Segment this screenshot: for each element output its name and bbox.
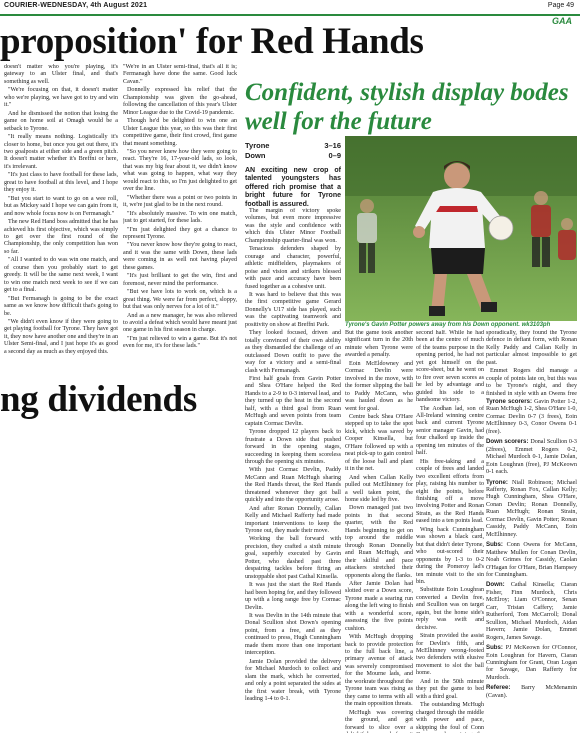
publication-dateline: COURIER-WEDNESDAY, 4th August 2021 — [4, 2, 148, 9]
paragraph: Tyrone dropped 12 players back to frustrate a Down side that pushed forward in the opening stages, succeeding in keeping them scoreless through the opening six minutes. — [245, 429, 341, 465]
paragraph: And when Callan Kelly pulled out McElhinney for a well taken point, the home side led by five. — [345, 474, 413, 503]
paragraph: Wing back Cunningham was shown a black card, but that didn't deter Tyrone, who out-scored their opponents by 1-3 to 0-2 during the Pomeroy lad's ten minute visit to the sin bin. — [416, 526, 484, 585]
headline-middle: ng dividends — [0, 379, 197, 420]
paragraph: "It's absolutely massive. To win one match, just to get started, for these lads. — [123, 210, 237, 225]
paragraph: doesn't matter who you're playing, it's gateway to an Ulster final, and that's something as well. — [4, 64, 118, 85]
paragraph: It was Devlin in the 14th minute that Donal Scullion shot Down's opening point, from a free, and as they continued to press, Hugh Cunningham made them more than one important interception. — [245, 613, 341, 657]
line-up-text: Niall Robinson; Michael Rafferty, Ronan Fox, Callan Kelly; Hugh Cunningham, Shea O'Hare, Conan Devlin; Ronan Donnelly, Ruan McHugh; Ronan Strain, Cormac Devlin, Gavin Potter; Ronan Cassidy, Paddy McCann, Eoin McElhinney. — [486, 479, 577, 538]
paragraph: "We're in an Ulster semi-final, that's all it is; Fermanagh have done the same. Good luck Cavan." — [123, 64, 237, 85]
section-label: GAA — [552, 16, 572, 26]
team2-name: Down — [245, 151, 266, 160]
paragraph: With McHugh dropping back to provide protection to the full back line, a primary avenue of attack was severely compromised for the Mourne lads, and the workrate throughout the Tyrone team was rising as they came to terms with all the main opposition threats. — [345, 634, 413, 708]
paragraph: After Jamie Dolan had slotted over a Down score, Tyrone made a searing run along the left wing to finish with a wonderful score, assessing the five points cushion. — [345, 580, 413, 632]
line-up-text: Gavin Potter 1-2, Ruan McHugh 1-2, Shea O'Hare 1-0, Cormac Devlin 0-7 (3 frees), Eoin McElhinney 0-3, Conor Owens 0-1 (free). — [486, 399, 577, 435]
team1-name: Tyrone — [245, 141, 270, 150]
story-headline: Confident, stylish display bodes well for the future — [245, 79, 569, 135]
line-up-entry — [486, 541, 577, 579]
paragraph: Though he'd be delighted to win one an Ulster League this year, so this was their first competitive game, their first crowd, first game that meant something. — [123, 118, 237, 147]
line-up-entry — [486, 581, 577, 642]
line-up-label: Tyrone: — [486, 478, 512, 486]
paragraph: Tenacious defenders shaped by courage and character, powerful, athletic midfielders, playmakers of poise and vision and strikers blessed with pace and accuracy have been fused together as a cohesive unit. — [245, 246, 341, 290]
paragraph: "It really means nothing. Logistically it's closer to home, but once you get out there, it's two goalposts at either side and a green pitch. It doesn't matter whether it's Breffni or here, it's irrelevant. — [4, 134, 118, 170]
paragraph: Strain provided the assist for Devlin's fifth, and McElhinney wrong-footed two defenders with elusive movement to slot the ball home. — [416, 633, 484, 677]
article-column-1 — [4, 64, 118, 375]
paragraph: First half goals from Gavin Potter and Shea O'Hare helped the Red Hands to a 2-9 to 0-3 interval lead, and they turned up the heat in the second half, with a third goal from Ruan McHugh and seven points from team captain Cormac Devlin. — [245, 375, 341, 427]
team-line-ups — [486, 398, 577, 702]
paragraph: His free-taking and a couple of frees and landed two excellent efforts from play, raising his number to eight the points, before finishing off a move involving Potter and Ronan Strain, as the Red Hands eased into a ten points lead. — [416, 458, 484, 525]
article-column-1-lower — [4, 425, 118, 733]
paragraph: It was just the start the Red Hands had been hoping for, and they followed up with a long range free by Cormac Devlin. — [245, 582, 341, 611]
paragraph: The outstanding McHugh charged through the middle with power and pace, skipping the foul of Conn — [416, 702, 484, 731]
paragraph: "All I wanted to do was win one match, and of course then you probably start to get greedy. It will be the same next week, I want to win one match next week to see if we can get to a final. — [4, 257, 118, 294]
scoreline — [245, 141, 341, 161]
article-column-2-lower — [123, 425, 237, 733]
paragraph: The new Red Hand boss admitted that he has achieved his first objective, which was simply to get over the first round of the Championship, the only competition has won so far. — [4, 219, 118, 255]
paragraph: It was hard to believe that this was the first competitive game Gerard Donnelly's U17 side has played, such was the captivating teamwork and positivity on show at Breffni Park. — [245, 291, 341, 328]
team1-score: 3–16 — [324, 141, 341, 150]
paragraph: And after Ronan Donnelly, Callan Kelly and Michael Rafferty had made important interventions to keep the Tyrone out, they made their move. — [245, 505, 341, 535]
article-column-6 — [486, 330, 577, 398]
line-up-text: Donal Scullion 0-3 (2frees), Emmet Rogers 0-2, Michael Murdoch 0-1, Jamie Dolan, Eoin Loughran (free), PJ McKeown 0-1 each. — [486, 439, 577, 476]
paragraph: Working the ball forward with precision, they crafted a sixth minute goal, superbly executed by Gavin Potter, who dashed past three despairing tackles before firing an unstoppable shot past Cathal Kinsella. — [245, 536, 341, 580]
line-up-label: Tyrone scorers: — [486, 398, 535, 405]
paragraph: Eoin McEldowney and Cormac Devlin were involved in the move, with the former slipping the ball to Paddy McCann, who was hauled down as he went for goal. — [345, 360, 413, 412]
line-up-entry — [486, 479, 577, 540]
paragraph: Down managed just two points in that second quarter, with the Red Hands beginning to get on top around the middle through Ronan Donnelly and Ruan McHugh, and their skilful and pace attackers stretched their opponents along the flanks. — [345, 505, 413, 579]
line-up-entry — [486, 644, 577, 682]
page-number: Page 49 — [547, 2, 574, 9]
line-up-text: Barry McMenamin (Cavan). — [486, 685, 577, 699]
paragraph: "It's just class to have football for these lads, great to have football at this level, and I hope they enjoy it. — [4, 172, 118, 194]
story-intro: AN exciting new crop of talented youngsters has offered rich promise that a bright future for Tyrone football is assured. — [245, 167, 341, 208]
line-up-label: Subs: — [486, 644, 506, 652]
paragraph: And he dismissed the notion that losing the game on home soil at Omagh would be a setback to Tyrone. — [4, 110, 118, 132]
paragraph: They looked focused, driven and totally convinced of their own ability as they dismantled the challenge of an outclassed Down outfit to pave the way for a victory and a semi-final clash with Fermanagh. — [245, 330, 341, 374]
paragraph: "But Fermanagh is going to be the exact same as we know how difficult that's going to be. — [4, 295, 118, 317]
photo-caption: Tyrone's Gavin Potter powers away from his Down opponent. wk3103ph — [345, 322, 551, 328]
paragraph: "We didn't even know if they were going to get playing football for Tyrone. They have got it, they now have another one and they're in an Ulster Semi-final, and I just hope it's as good a second day as much as they enjoyed this. — [4, 318, 118, 355]
paragraph: But the game took another significant turn in the 20th minute when Tyrone were awarded a penalty. — [345, 330, 413, 359]
line-up-text: PJ McKeown for O'Connor, Eoin Loughran for Havern, Ciaran Cunningham for Grant, Oran Logan for Savage, Dan Rafferty for Murdoch. — [486, 645, 578, 681]
line-up-text: Conn Owens for McCann, Matthew Mullen for Conan Devlin, Noah Grimes for Cassidy, Caolan O'Hagan for O'Hare, Brian Hampsey for Cunningham. — [486, 542, 577, 578]
paragraph: "We're focusing on that, it doesn't matter who we're playing, we have got to try and win it." — [4, 87, 118, 109]
line-up-entry — [486, 398, 577, 436]
article-column-4 — [345, 330, 413, 733]
line-up-text: Cathal Kinsella; Ciaran Fisher, Finn Murdoch, Chris McElroy; Liam O'Connor, Senan Carr, Tristan Caffery; Jamie Rutherford, Tom McCarroll; Donal Scullion, Michael Murdoch, Aidan Havern; Jamie Dolan, Emmet Rogers, James Savage. — [486, 582, 577, 641]
line-up-label: Referee: — [486, 684, 522, 692]
paragraph: "But we have lots to work on, which is a great thing. We were far from perfect, sloppy, but that was only nerves for a lot of it." — [123, 289, 237, 311]
paragraph: "Whether there was a point or two points in it, we're just glad to be in the next round. — [123, 194, 237, 209]
header-rule — [0, 14, 580, 16]
paragraph: sporadically, they found the Tyrone defence in defiant form, with Ronan Kelly Paddy and Callan Kelly in particular almost impossible to get past. — [486, 330, 577, 366]
paragraph: Emmet Rogers did manage a couple of points late on, but this was to be Tyrone's night, and they finished in style with an Owens free — [486, 368, 577, 397]
paragraph: "You never know how they're going to react, and it was the same with Down, these lads were coming in as well not having played these games. — [123, 242, 237, 271]
match-photo — [345, 136, 577, 321]
line-up-label: Down: — [486, 581, 511, 589]
paragraph: And in the 50th minute they put the game to bed with a third goal. — [416, 678, 484, 700]
paragraph: And as a new manager, he was also relieved to avoid a defeat which would have meant just one game in his first season in charge. — [123, 312, 237, 334]
paragraph: With just Cormac Devlin, Paddy McCann and Ruan McHugh sharing the Red Hands threat, the Red Hands threatened whenever they got ball quickly and into the opportunity arose. — [245, 467, 341, 504]
headline-top: proposition' for Red Hands — [0, 21, 424, 62]
paragraph: "I'm just relieved to win a game. But it's not even for me, it's for these lads." — [123, 335, 237, 350]
team2-score: 0–9 — [328, 151, 341, 160]
paragraph: Donnelly expressed his relief that the Championship was given the go-ahead, following the cancellation of this year's Ulster Minor League due to the Covid-19 pandemic. — [123, 87, 237, 116]
paragraph: Centre back Shea O'Hare stepped up to take the spot kick, which was saved by Cooper Kinsella, but O'Hare followed up with a neat pick-up to gain control of the loose ball and plant it in the net. — [345, 413, 413, 473]
article-column-3 — [245, 208, 341, 733]
line-up-label: Down scorers: — [486, 438, 531, 446]
paragraph: McHugh was covering the ground, and got forward to slice over a — [345, 709, 413, 731]
line-up-entry — [486, 438, 577, 476]
paragraph: The Aodhan lad, son of All-Ireland winning centre back and current Tyrone senior manager Gavin, had four chalked up inside the opening ten minutes of the half. — [416, 405, 484, 457]
page-header — [0, 0, 580, 14]
article-column-2 — [123, 64, 237, 375]
paragraph: The margin of victory spoke volumes, but even more impressive was the style and confidence with which this Ulster Minor Football Championship quarter-final was won. — [245, 208, 341, 244]
line-up-entry — [486, 684, 577, 700]
article-column-5 — [416, 330, 484, 733]
match-photo-illustration — [345, 136, 577, 321]
paragraph: Jamie Dolan provided the delivery for Michael Murdoch to collect and slam the mark, which he converted, and only a point separated the sides at the first water break, with Tyrone leading 1-4 to 0-1. — [245, 658, 341, 702]
paragraph: "It's just brilliant to get the win, first and foremost, never mind the performance. — [123, 273, 237, 287]
paragraph: "I'm just delighted they got a chance to represent Tyrone. — [123, 226, 237, 240]
paragraph: second half. While he had been at the centre of much of the teams purpose in the opening period, he had not yet got himself on the score-sheet, but he went on to fire over seven scores as he led by advantage and guided his side to a handsome victory. — [416, 330, 484, 404]
paragraph: "So you never knew how they were going to react. They're 16, 17-year-old lads, so look, that was my big fear about it, we didn't know what was going to happen, what way they would react to this, so I'm just delighted to get over the line. — [123, 148, 237, 193]
paragraph: "But you start to want to go on a wee roll, but as Mickey said I hope we can gain from it, and now whole focus now is on Fermanagh." — [4, 195, 118, 217]
paragraph: Substitute Eoin Loughran converted a Devlin free, and Scullion was on target again, but the home side's reply was swift and decisive. — [416, 587, 484, 631]
line-up-label: Subs: — [486, 541, 507, 549]
